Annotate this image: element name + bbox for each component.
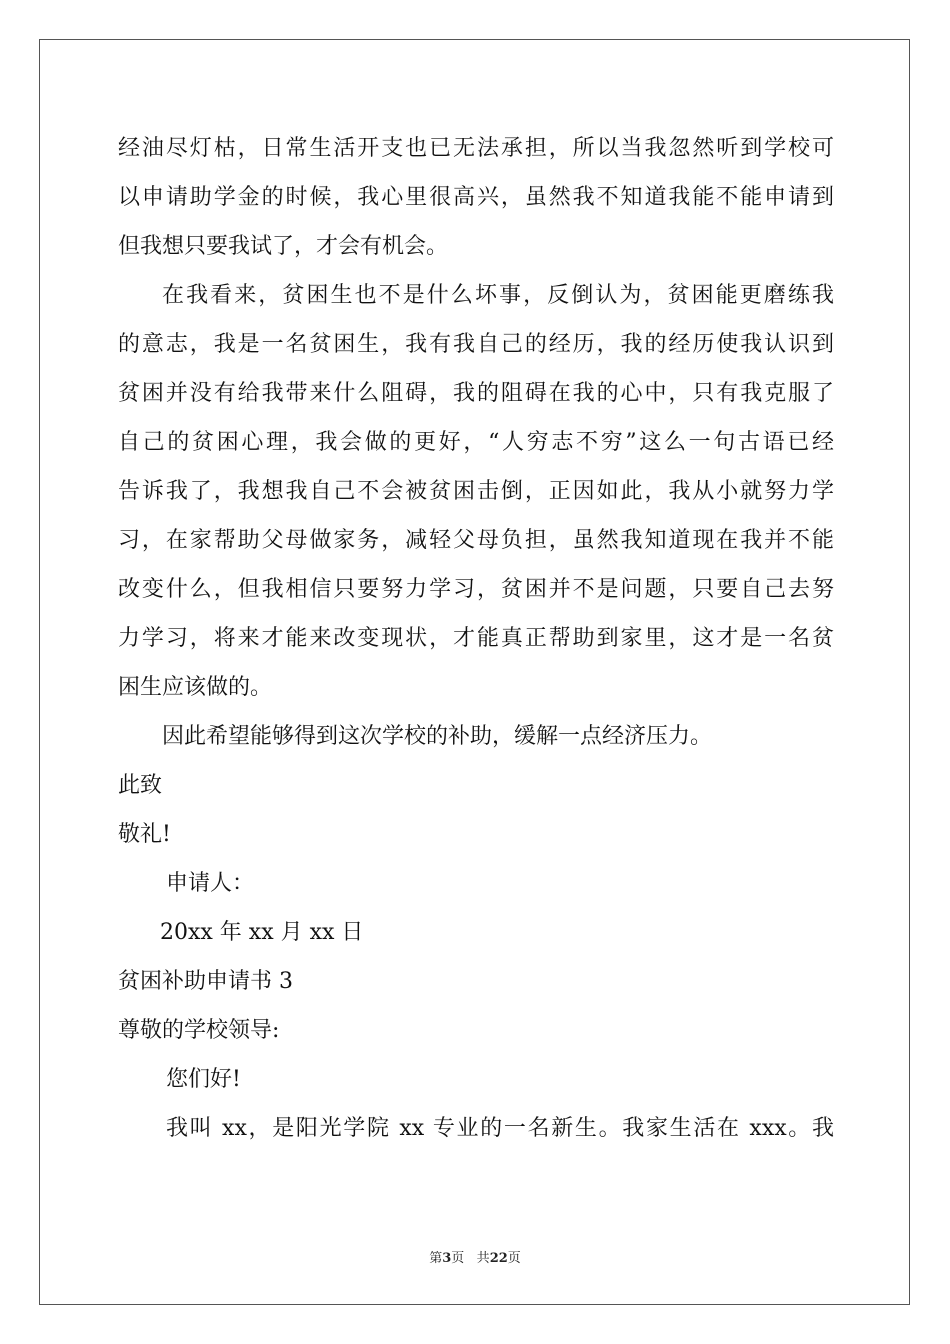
paragraph-first-line: 我叫 xx，是阳光学院 xx 专业的一名新生。我家生活在 xxx。我 bbox=[166, 1116, 834, 1141]
salutation: 尊敬的学校领导: bbox=[118, 1018, 280, 1043]
body-text-line: 的意志，我是一名贫困生，我有我自己的经历，我的经历使我认识到 bbox=[118, 332, 834, 357]
greeting: 您们好! bbox=[166, 1067, 241, 1092]
section-title: 贫困补助申请书 3 bbox=[118, 969, 293, 994]
paragraph-first-line: 因此希望能够得到这次学校的补助，缓解一点经济压力。 bbox=[162, 724, 713, 749]
total-pages: 22 bbox=[489, 1251, 508, 1266]
body-text-line: 力学习，将来才能来改变现状，才能真正帮助到家里，这才是一名贫 bbox=[118, 626, 834, 651]
body-text-line: 困生应该做的。 bbox=[118, 675, 273, 700]
body-text-line: 但我想只要我试了，才会有机会。 bbox=[118, 234, 449, 259]
applicant-label: 申请人： bbox=[166, 871, 255, 896]
footer-total-suffix: 页 bbox=[507, 1251, 521, 1266]
document-body bbox=[118, 124, 834, 1153]
page-number: 3 bbox=[442, 1251, 452, 1266]
body-text-line: 以申请助学金的时候，我心里很高兴，虽然我不知道我能不能申请到 bbox=[118, 185, 834, 210]
paragraph-first-line: 在我看来，贫困生也不是什么坏事，反倒认为，贫困能更磨练我 bbox=[162, 283, 834, 308]
body-text-line: 告诉我了，我想我自己不会被贫困击倒，正因如此，我从小就努力学 bbox=[118, 479, 834, 504]
footer-page-suffix: 页 bbox=[451, 1251, 465, 1266]
body-text-line: 贫困并没有给我带来什么阻碍，我的阻碍在我的心中，只有我克服了 bbox=[118, 381, 834, 406]
page-footer bbox=[0, 1247, 950, 1266]
closing-line: 敬礼! bbox=[118, 822, 171, 847]
closing-line: 此致 bbox=[118, 773, 163, 798]
body-text-line: 经油尽灯枯，日常生活开支也已无法承担，所以当我忽然听到学校可 bbox=[118, 136, 834, 161]
footer-prefix: 第 bbox=[429, 1251, 443, 1266]
body-text-line: 习，在家帮助父母做家务，减轻父母负担，虽然我知道现在我并不能 bbox=[118, 528, 834, 553]
footer-total-prefix: 共 bbox=[476, 1251, 490, 1266]
body-text-line: 改变什么，但我相信只要努力学习，贫困并不是问题，只要自己去努 bbox=[118, 577, 834, 602]
body-text-line: 自己的贫困心理，我会做的更好，“人穷志不穷”这么一句古语已经 bbox=[118, 430, 834, 455]
date-line: 20xx 年 xx 月 xx 日 bbox=[160, 920, 364, 945]
